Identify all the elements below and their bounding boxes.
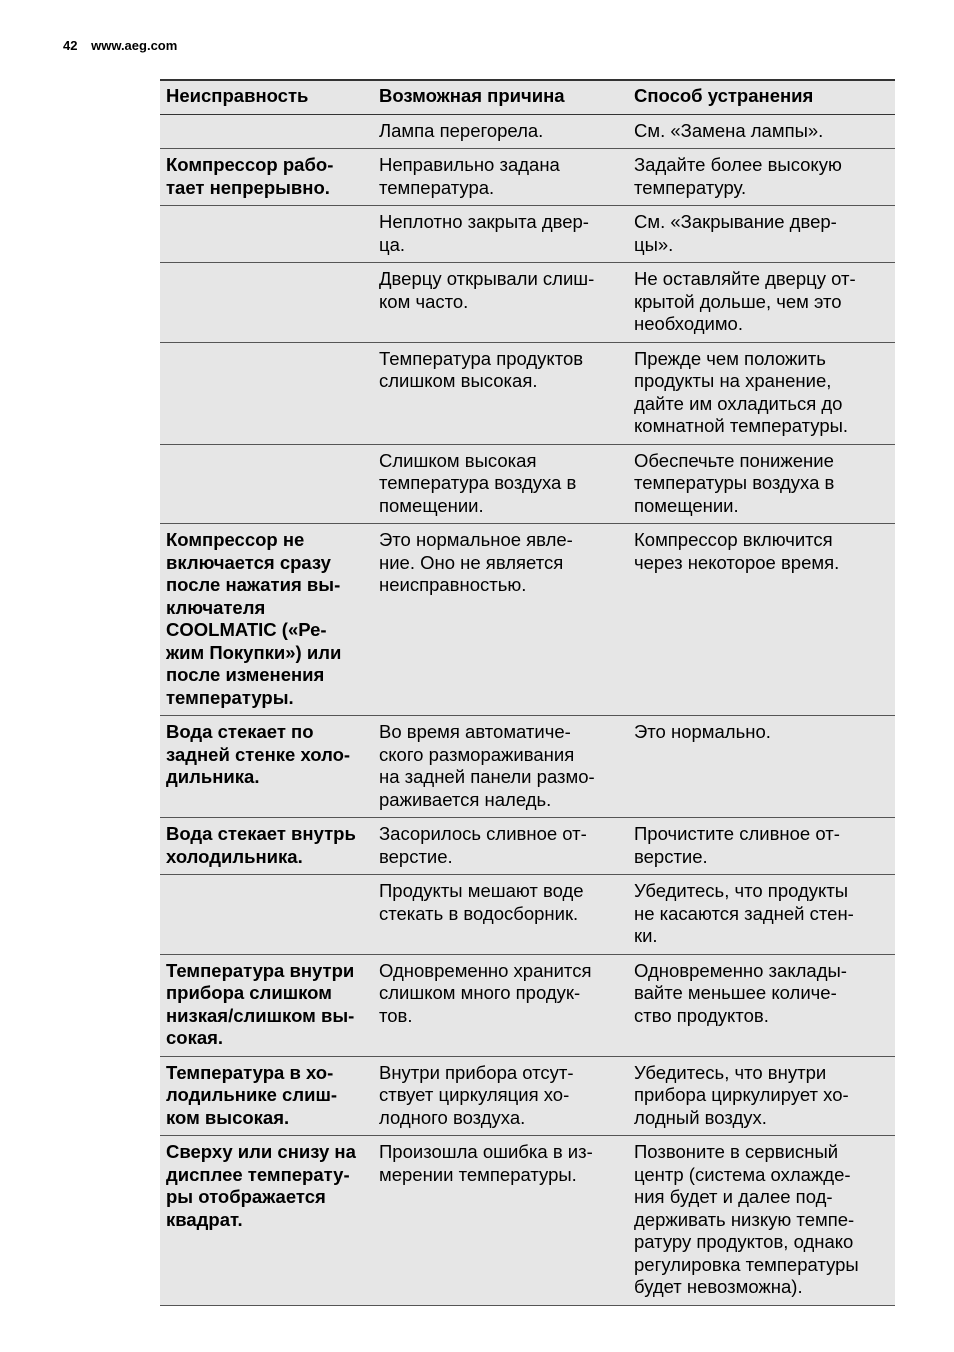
fault-cell: Температура внутри прибора слишком низкая/слишком вы- сокая. (160, 954, 373, 1056)
table-row (160, 875, 895, 955)
solution-cell: Это нормально. (628, 716, 895, 818)
table-row (160, 263, 895, 343)
solution-cell: См. «Замена лампы». (628, 114, 895, 149)
solution-cell: Позвоните в сервисный центр (система охлажде- ния будет и далее под- держивать низкую темпе- ратуру продуктов, однако регулировка температуры будет невозможна). (628, 1136, 895, 1306)
solution-cell: Прежде чем положить продукты на хранение, дайте им охладиться до комнатной температуры. (628, 342, 895, 444)
table-row (160, 1136, 895, 1306)
cause-cell: Одновременно хранится слишком много продук- тов. (373, 954, 628, 1056)
table-body (160, 114, 895, 1305)
table-row (160, 444, 895, 524)
solution-cell: Компрессор включится через некоторое время. (628, 524, 895, 716)
fault-cell: Температура в хо- лодильнике слиш- ком высокая. (160, 1056, 373, 1136)
solution-cell: Убедитесь, что продукты не касаются задней стен- ки. (628, 875, 895, 955)
fault-cell (160, 875, 373, 955)
table-row (160, 342, 895, 444)
cause-cell: Дверцу открывали слиш- ком часто. (373, 263, 628, 343)
fault-cell (160, 444, 373, 524)
fault-cell (160, 342, 373, 444)
table-row (160, 716, 895, 818)
cause-cell: Лампа перегорела. (373, 114, 628, 149)
cause-cell: Засорилось сливное от- верстие. (373, 818, 628, 875)
solution-cell: См. «Закрывание двер- цы». (628, 206, 895, 263)
cause-cell: Произошла ошибка в из- мерении температуры. (373, 1136, 628, 1306)
fault-cell: Вода стекает по задней стенке холо- дильника. (160, 716, 373, 818)
solution-cell: Убедитесь, что внутри прибора циркулирует хо- лодный воздух. (628, 1056, 895, 1136)
cause-cell: Продукты мешают воде стекать в водосборник. (373, 875, 628, 955)
website-link[interactable]: www.aeg.com (91, 38, 178, 53)
table-row (160, 954, 895, 1056)
troubleshooting-table (160, 79, 895, 1306)
table-row (160, 149, 895, 206)
column-header-solution: Способ устранения (628, 80, 895, 114)
fault-cell: Вода стекает внутрь холодильника. (160, 818, 373, 875)
cause-cell: Во время автоматиче- ского размораживания на задней панели размо- раживается наледь. (373, 716, 628, 818)
solution-cell: Не оставляйте дверцу от- крытой дольше, чем это необходимо. (628, 263, 895, 343)
column-header-fault: Неисправность (160, 80, 373, 114)
fault-cell: Компрессор не включается сразу после нажатия вы- ключателя COOLMATIC («Ре- жим Покупки») или после изменения температуры. (160, 524, 373, 716)
cause-cell: Температура продуктов слишком высокая. (373, 342, 628, 444)
table-row (160, 1056, 895, 1136)
table-row (160, 206, 895, 263)
page-header (63, 38, 177, 53)
cause-cell: Слишком высокая температура воздуха в помещении. (373, 444, 628, 524)
solution-cell: Задайте более высокую температуру. (628, 149, 895, 206)
fault-cell (160, 263, 373, 343)
column-header-cause: Возможная причина (373, 80, 628, 114)
table-row (160, 114, 895, 149)
page-number: 42 (63, 38, 78, 53)
cause-cell: Неплотно закрыта двер- ца. (373, 206, 628, 263)
cause-cell: Внутри прибора отсут- ствует циркуляция хо- лодного воздуха. (373, 1056, 628, 1136)
fault-cell (160, 114, 373, 149)
table-row (160, 524, 895, 716)
solution-cell: Прочистите сливное от- верстие. (628, 818, 895, 875)
fault-cell (160, 206, 373, 263)
solution-cell: Одновременно заклады- вайте меньшее количе- ство продуктов. (628, 954, 895, 1056)
solution-cell: Обеспечьте понижение температуры воздуха в помещении. (628, 444, 895, 524)
cause-cell: Это нормальное явле- ние. Оно не является неисправностью. (373, 524, 628, 716)
fault-cell: Компрессор рабо- тает непрерывно. (160, 149, 373, 206)
fault-cell: Сверху или снизу на дисплее температу- ры отображается квадрат. (160, 1136, 373, 1306)
table-row (160, 818, 895, 875)
cause-cell: Неправильно задана температура. (373, 149, 628, 206)
table-header-row (160, 80, 895, 114)
